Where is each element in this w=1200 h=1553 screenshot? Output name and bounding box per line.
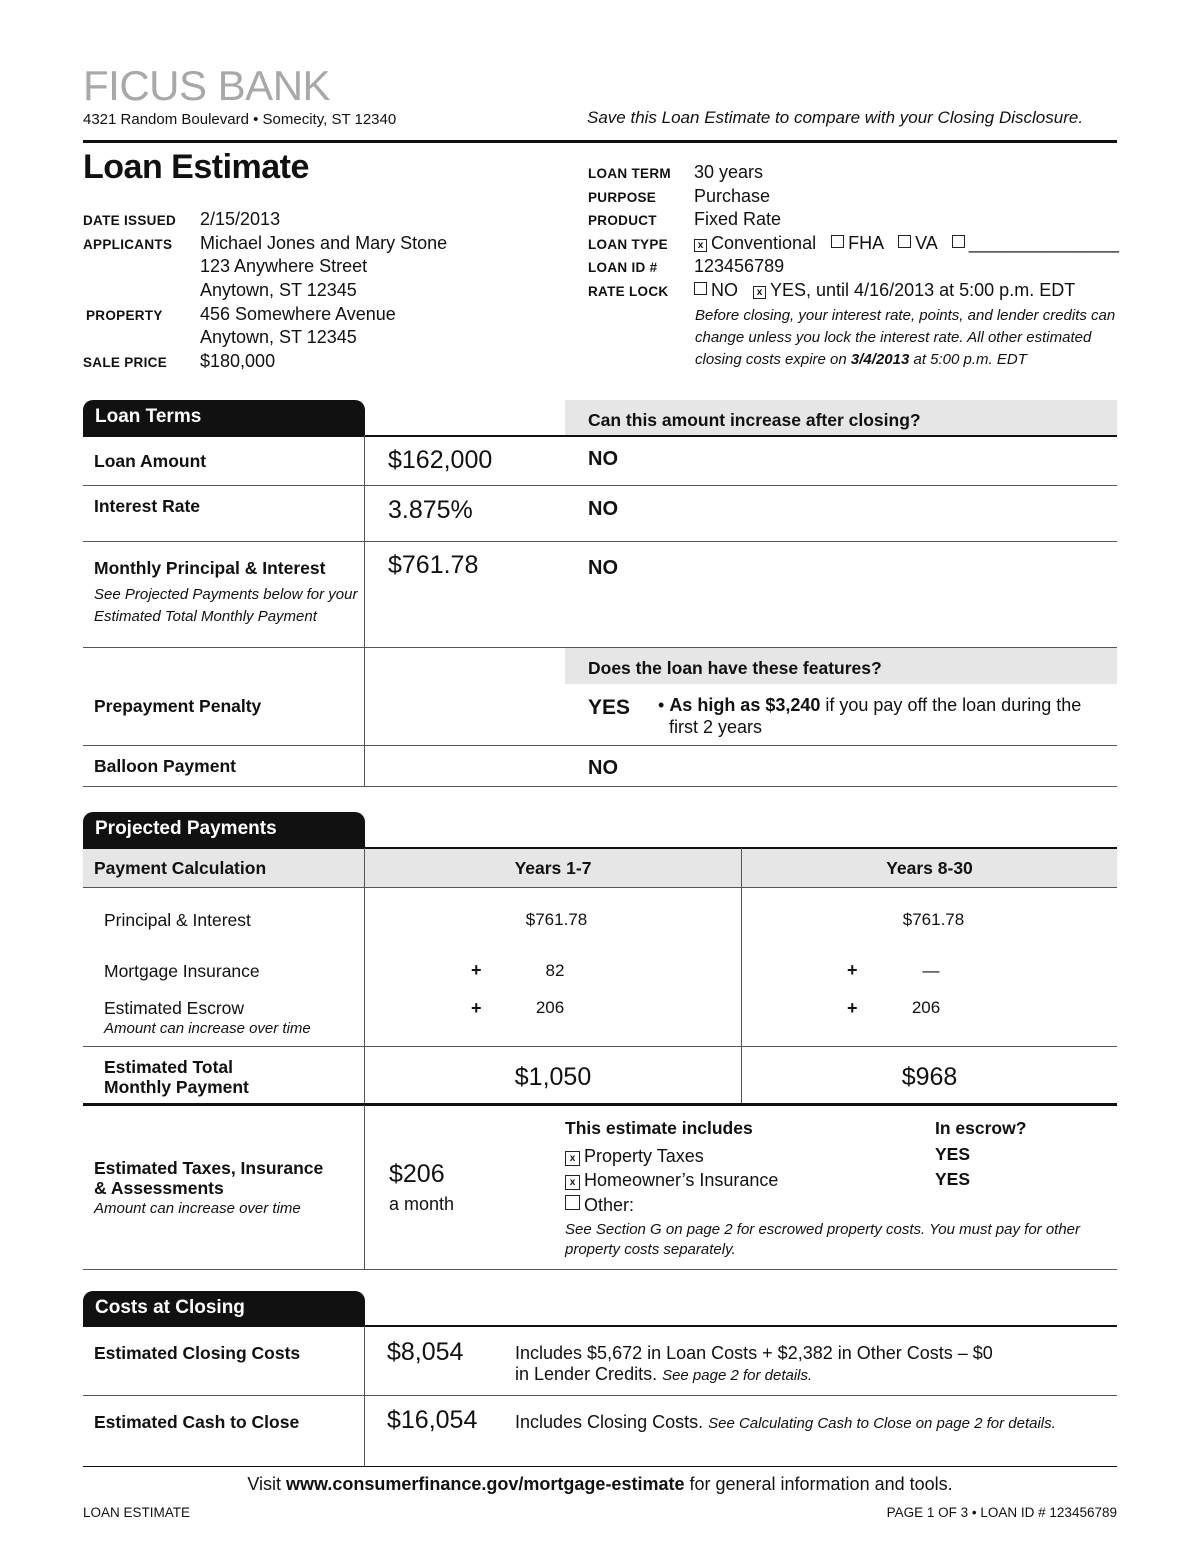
closing-costs-label: Estimated Closing Costs (94, 1343, 301, 1363)
property-city: Anytown, ST 12345 (200, 327, 357, 347)
cash-to-close-label: Estimated Cash to Close (94, 1412, 300, 1432)
loan-type-label: LOAN TYPE (588, 237, 668, 252)
section-g-note-line-1: See Section G on page 2 for escrowed property costs. You must pay for other (565, 1221, 1081, 1238)
escrow-col1: 206 (535, 998, 565, 1017)
features-question: Does the loan have these features? (588, 658, 882, 678)
loan-id-label: LOAN ID # (588, 260, 658, 275)
mpi-value: $761.78 (388, 551, 479, 579)
sale-price-label: SALE PRICE (83, 355, 168, 370)
prepayment-text-2: first 2 years (669, 717, 763, 737)
closing-costs-desc-line-1: Includes $5,672 in Loan Costs + $2,382 in Other Costs – $0 (515, 1343, 993, 1363)
escrow-note: Amount can increase over time (104, 1020, 311, 1037)
bank-name: FICUS BANK (83, 62, 331, 109)
total-col2: $968 (901, 1063, 958, 1091)
checkbox-conventional (694, 239, 707, 252)
plus-sign: + (471, 998, 482, 1018)
escrow-label: Estimated Escrow (104, 998, 245, 1018)
section-g-note (565, 1220, 1080, 1260)
applicants-name: Michael Jones and Mary Stone (200, 233, 448, 253)
include-item (565, 1195, 634, 1216)
loan-term: 30 years (694, 162, 764, 182)
row-divider (83, 887, 1117, 888)
rate-lock-note-line-3a: closing costs expire on (695, 351, 851, 368)
increase-question: Can this amount increase after closing? (588, 410, 921, 430)
col-years-8-30: Years 8-30 (886, 858, 973, 878)
checkbox-rate-lock-yes (753, 286, 766, 299)
loan-terms-divider (364, 435, 365, 786)
rate-lock-note (695, 305, 1115, 371)
closing-costs: $8,054 (387, 1338, 464, 1366)
loan-type-va: VA (915, 233, 937, 253)
in-escrow-value: YES (935, 1144, 971, 1164)
total-rule (83, 1103, 1117, 1106)
mi-label: Mortgage Insurance (104, 961, 260, 981)
loan-amount-label: Loan Amount (94, 451, 207, 471)
cash-to-close-desc (515, 1412, 1056, 1433)
include-label: Other: (584, 1195, 635, 1215)
interest-rate-answer: NO (588, 498, 618, 520)
loan-terms-rule (83, 435, 1117, 437)
balloon-answer: NO (588, 757, 618, 779)
escrow-col2: 206 (911, 998, 941, 1017)
footer-visit-pre: Visit (247, 1474, 287, 1494)
prepayment-detail (658, 695, 1081, 716)
mpi-note-line-1: See Projected Payments below for your (94, 586, 358, 603)
checkbox-other (565, 1195, 580, 1210)
rate-lock-yes: YES, until 4/16/2013 at 5:00 p.m. EDT (770, 280, 1076, 300)
loan-type-other-blank: _______________ (968, 233, 1119, 253)
taxes-label-line-2: & Assessments (94, 1178, 224, 1198)
loan-id: 123456789 (694, 256, 785, 276)
applicants-street: 123 Anywhere Street (200, 256, 368, 276)
taxes-value: $206 (389, 1160, 445, 1188)
row-divider (83, 1046, 1117, 1047)
mpi-note-line-2: Estimated Total Monthly Payment (94, 608, 317, 625)
footer-visit-post: for general information and tools. (684, 1474, 953, 1494)
cash-to-close-see-page: See Calculating Cash to Close on page 2 for details. (708, 1415, 1056, 1432)
property-label: PROPERTY (86, 308, 163, 323)
mpi-label: Monthly Principal & Interest (94, 558, 326, 578)
mi-col2: — (922, 961, 940, 980)
mpi-answer: NO (588, 557, 618, 579)
projected-payments-tab: Projected Payments (83, 812, 365, 848)
sale-price: $180,000 (200, 351, 276, 371)
rate-lock-no: NO (711, 280, 738, 300)
loan-amount-answer: NO (588, 448, 618, 470)
loan-type-options (694, 233, 1119, 254)
rate-lock-label: RATE LOCK (588, 284, 669, 299)
interest-rate: 3.875% (388, 496, 473, 524)
include-item (565, 1170, 778, 1191)
pi-label: Principal & Interest (104, 910, 251, 930)
cash-to-close: $16,054 (387, 1406, 478, 1434)
rate-lock-note-line-3c: at 5:00 p.m. EDT (909, 351, 1027, 368)
includes-header: This estimate includes (565, 1118, 753, 1138)
applicants-city: Anytown, ST 12345 (200, 280, 357, 300)
taxes-period: a month (389, 1194, 455, 1214)
date-issued-label: DATE ISSUED (83, 213, 177, 228)
plus-sign: + (847, 998, 858, 1018)
checkbox-property-taxes (565, 1151, 580, 1166)
cash-to-close-desc-text: Includes Closing Costs. (515, 1412, 709, 1432)
rate-lock-note-line-2: change unless you lock the interest rate. All other estimated (695, 329, 1092, 346)
total-label-line-1: Estimated Total (104, 1057, 234, 1077)
mpi-note (94, 584, 357, 628)
page-title: Loan Estimate (83, 148, 309, 186)
loan-amount: $162,000 (388, 446, 493, 474)
costs-rule (83, 1325, 1117, 1327)
rate-lock-expiry-date: 3/4/2013 (850, 351, 910, 368)
applicants-label: APPLICANTS (83, 237, 173, 252)
include-label: Property Taxes (584, 1146, 704, 1166)
in-escrow-header: In escrow? (935, 1118, 1027, 1138)
checkbox-va (898, 235, 911, 248)
row-divider (83, 485, 1117, 486)
footer-visit (83, 1474, 1117, 1495)
row-divider (83, 745, 1117, 746)
rate-lock-note-line-1: Before closing, your interest rate, points, and lender credits can (695, 307, 1116, 324)
in-escrow-value: YES (935, 1169, 971, 1189)
product: Fixed Rate (694, 209, 782, 229)
taxes-note: Amount can increase over time (94, 1200, 301, 1217)
loan-type-fha: FHA (848, 233, 884, 253)
row-divider (83, 786, 1117, 787)
plus-sign: + (471, 960, 482, 980)
header-rule (83, 140, 1117, 143)
bullet: • (658, 695, 670, 715)
closing-costs-see-page: See page 2 for details. (662, 1367, 813, 1384)
loan-term-label: LOAN TERM (588, 166, 671, 181)
row-divider (83, 1269, 1117, 1270)
purpose: Purchase (694, 186, 771, 206)
total-label-line-2: Monthly Payment (104, 1077, 249, 1097)
property-street: 456 Somewhere Avenue (200, 304, 396, 324)
footer-right: PAGE 1 OF 3 • LOAN ID # 123456789 (886, 1505, 1117, 1520)
date-issued: 2/15/2013 (200, 209, 281, 229)
row-divider (83, 1395, 1117, 1396)
footer-rule (83, 1466, 1117, 1467)
prepayment-text: if you pay off the loan during the (820, 695, 1082, 715)
save-note: Save this Loan Estimate to compare with your Closing Disclosure. (587, 108, 1084, 127)
col-divider (364, 1326, 365, 1466)
include-label: Homeowner’s Insurance (584, 1170, 779, 1190)
pi-col1: $761.78 (525, 910, 588, 929)
col-divider (364, 1105, 365, 1270)
checkbox-fha (831, 235, 844, 248)
cfpb-link[interactable]: www.consumerfinance.gov/mortgage-estimate (286, 1474, 685, 1494)
closing-costs-desc (515, 1343, 993, 1386)
prepayment-max: As high as $3,240 (669, 695, 821, 715)
projected-rule (83, 847, 1117, 849)
taxes-label-line-1: Estimated Taxes, Insurance (94, 1158, 324, 1178)
loan-terms-tab: Loan Terms (83, 400, 365, 436)
pi-col2: $761.78 (902, 910, 965, 929)
total-col1: $1,050 (514, 1063, 592, 1091)
total-label (104, 1057, 249, 1097)
interest-rate-label: Interest Rate (94, 496, 201, 516)
product-label: PRODUCT (588, 213, 657, 228)
prepayment-label: Prepayment Penalty (94, 696, 262, 716)
plus-sign: + (847, 960, 858, 980)
bank-address: 4321 Random Boulevard • Somecity, ST 12340 (83, 111, 397, 128)
purpose-label: PURPOSE (588, 190, 657, 205)
footer-left: LOAN ESTIMATE (83, 1505, 191, 1520)
calc-label: Payment Calculation (94, 858, 267, 878)
checkbox-homeowners-insurance (565, 1175, 580, 1190)
closing-costs-desc-line-2: in Lender Credits. (515, 1364, 663, 1384)
costs-at-closing-tab: Costs at Closing (83, 1291, 365, 1327)
mi-col1: 82 (545, 961, 565, 980)
taxes-label (94, 1158, 323, 1198)
rate-lock-options (694, 280, 1075, 301)
loan-type-conventional: Conventional (711, 233, 817, 253)
row-divider (83, 541, 1117, 542)
section-g-note-line-2: property costs separately. (565, 1241, 736, 1258)
col-years-1-7: Years 1-7 (514, 858, 592, 878)
checkbox-rate-lock-no (694, 282, 707, 295)
prepayment-answer: YES (588, 696, 631, 719)
include-item (565, 1146, 704, 1167)
balloon-label: Balloon Payment (94, 756, 236, 776)
checkbox-other (952, 235, 965, 248)
